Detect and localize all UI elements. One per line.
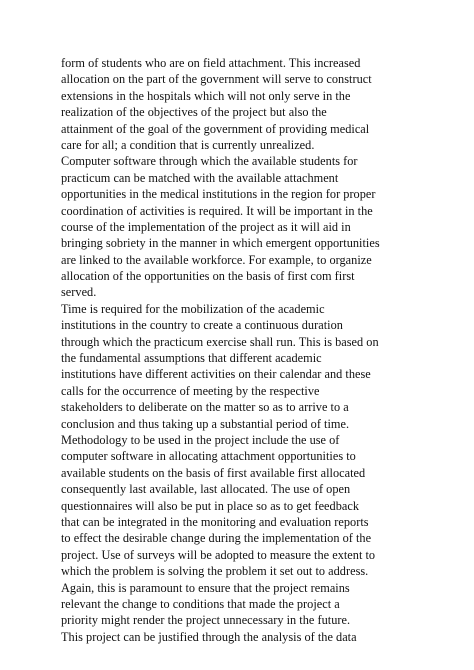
text-line: bringing sobriety in the manner in which emergent opportunities — [61, 236, 380, 251]
text-line: opportunities in the medical institutions in the region for proper — [61, 187, 376, 202]
text-line: This project can be justified through the analysis of the data — [61, 629, 357, 644]
text-line: that can be integrated in the monitoring and evaluation reports — [61, 514, 369, 529]
text-line: care for all; a condition that is currently unrealized. — [61, 137, 315, 152]
text-line: consequently last available, last allocated. The use of open — [61, 482, 351, 497]
text-line: Methodology to be used in the project include the use of — [61, 432, 340, 447]
text-line: available students on the basis of first available first allocated — [61, 465, 366, 480]
text-line: are linked to the available workforce. For example, to organize — [61, 252, 372, 267]
text-line: form of students who are on field attachment. This increased — [61, 56, 361, 70]
text-line: Time is required for the mobilization of the academic — [61, 301, 325, 316]
text-line: attainment of the goal of the government of providing medical — [61, 121, 370, 136]
text-line: allocation of the opportunities on the basis of first com first — [61, 269, 355, 284]
text-line: practicum can be matched with the available attachment — [61, 170, 339, 185]
text-line: relevant the change to conditions that made the project a — [61, 596, 340, 611]
text-line: Again, this is paramount to ensure that the project remains — [61, 580, 350, 595]
text-line: course of the implementation of the project as it will aid in — [61, 219, 351, 234]
text-line: extensions in the hospitals which will not only serve in the — [61, 88, 351, 103]
text-line: institutions in the country to create a continuous duration — [61, 318, 343, 333]
text-line: priority might render the project unnecessary in the future. — [61, 613, 351, 628]
text-line: stakeholders to deliberate on the matter so as to arrive to a — [61, 400, 349, 415]
text-line: Computer software through which the available students for — [61, 154, 358, 169]
text-line: project. Use of surveys will be adopted to measure the extent to — [61, 547, 376, 562]
text-line: coordination of activities is required. It will be important in the — [61, 203, 373, 218]
text-line: calls for the occurrence of meeting by the respective — [61, 383, 320, 398]
text-line: computer software in allocating attachment opportunities to — [61, 449, 356, 464]
text-line: allocation on the part of the government will serve to construct — [61, 72, 372, 87]
text-line: through which the practicum exercise shall run. This is based on — [61, 334, 379, 349]
text-line: realization of the objectives of the project but also the — [61, 105, 327, 120]
text-line: served. — [61, 285, 97, 300]
body-text — [61, 55, 441, 645]
text-line: institutions have different activities on their calendar and these — [61, 367, 371, 382]
text-line: to effect the desirable change during the implementation of the — [61, 531, 372, 546]
text-line: conclusion and thus taking up a substantial period of time. — [61, 416, 350, 431]
text-line: questionnaires will also be put in place so as to get feedback — [61, 498, 359, 513]
text-line: the fundamental assumptions that different academic — [61, 351, 322, 366]
text-line: which the problem is solving the problem it set out to address. — [61, 564, 369, 579]
